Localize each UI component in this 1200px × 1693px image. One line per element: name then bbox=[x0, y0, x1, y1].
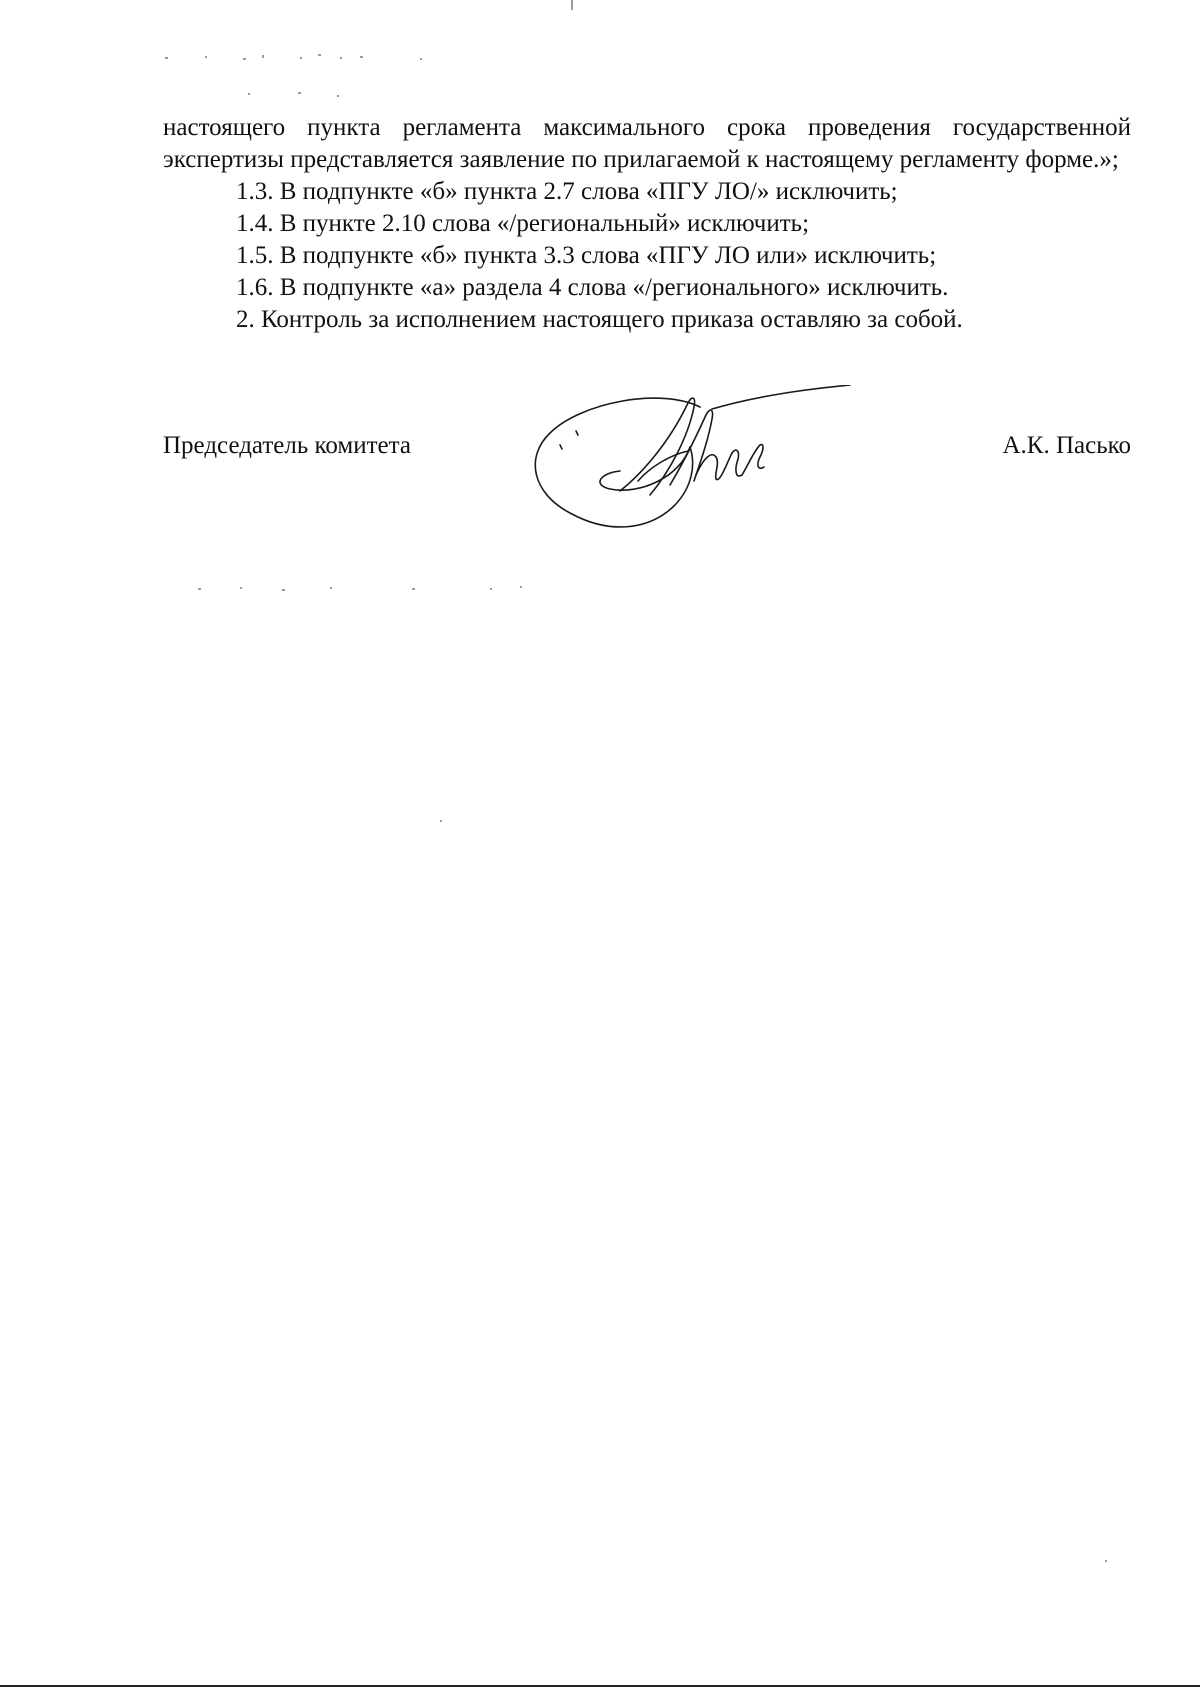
handwritten-signature bbox=[520, 385, 900, 545]
list-item: 2. Контроль за исполнением настоящего приказа оставляю за собой. bbox=[236, 306, 963, 333]
list-item: 1.6. В подпункте «а» раздела 4 слова «/регионального» исключить. bbox=[236, 274, 949, 301]
list-item: 1.4. В пункте 2.10 слова «/региональный» исключить; bbox=[236, 210, 810, 237]
list-item: 1.3. В подпункте «б» пункта 2.7 слова «ПГУ ЛО/» исключить; bbox=[236, 178, 898, 205]
continuation-paragraph: настоящего пункта регламента максимального срока проведения государственной экспертизы представляется заявление по прилагаемой к настоящему регламенту форме.»; bbox=[163, 114, 1131, 173]
signatory-position: Председатель комитета bbox=[163, 432, 411, 459]
list-item: 1.5. В подпункте «б» пункта 3.3 слова «ПГУ ЛО или» исключить; bbox=[236, 242, 937, 269]
document-body bbox=[163, 112, 1131, 336]
signatory-name: А.К. Пасько bbox=[1002, 432, 1131, 459]
bottom-border-line bbox=[0, 1685, 1200, 1687]
